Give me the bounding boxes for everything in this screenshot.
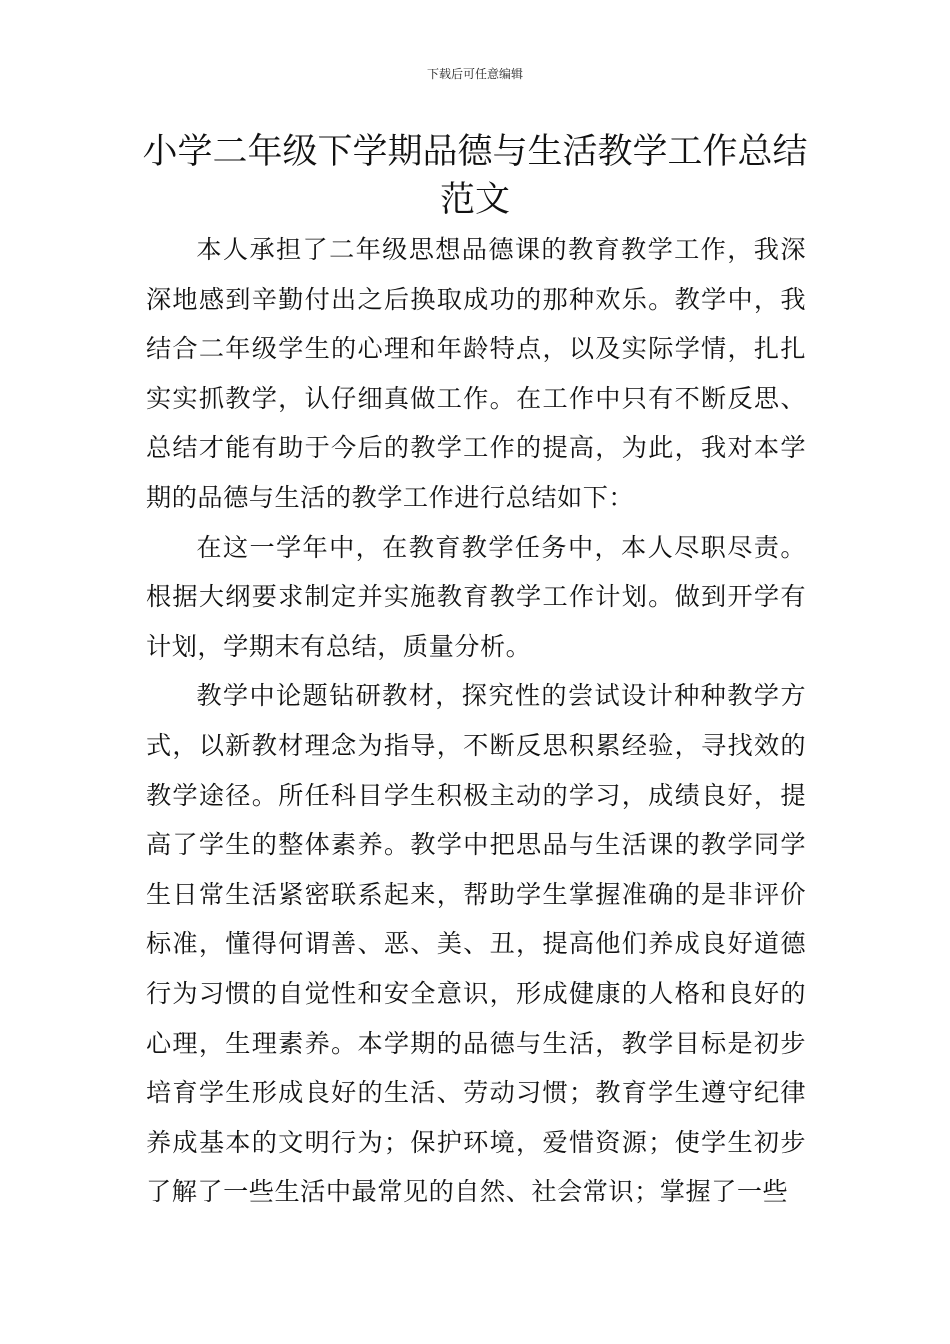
paragraph-2: 在这一学年中，在教育教学任务中，本人尽职尽责。根据大纲要求制定并实施教育教学工作计划。做到开学有计划，学期末有总结，质量分析。: [146, 532, 806, 661]
document-body: [146, 225, 806, 1217]
document-title: 小学二年级下学期品德与生活教学工作总结范文: [142, 132, 808, 220]
paragraph-3: 教学中论题钻研教材，探究性的尝试设计种种教学方式，以新教材理念为指导，不断反思积累经验，寻找效的教学途径。所任科目学生积极主动的学习，成绩良好，提高了学生的整体素养。教学中把思品与生活课的教学同学生日常生活紧密联系起来，帮助学生掌握准确的是非评价标准，懂得何谓善、恶、美、丑，提高他们养成良好道德行为习惯的自觉性和安全意识，形成健康的人格和良好的心理，生理素养。本学期的品德与生活，教学目标是初步培育学生形成良好的生活、劳动习惯；教育学生遵守纪律养成基本的文明行为；保护环境，爱惜资源；使学生初步了解了一些生活中最常见的自然、社会常识；掌握了一些: [146, 681, 806, 1207]
paragraph-1: 本人承担了二年级思想品德课的教育教学工作，我深深地感到辛勤付出之后换取成功的那种欢乐。教学中，我结合二年级学生的心理和年龄特点，以及实际学情，扎扎实实抓教学，认仔细真做工作。在工作中只有不断反思、总结才能有助于今后的教学工作的提高，为此，我对本学期的品德与生活的教学工作进行总结如下：: [146, 235, 806, 512]
header-note: 下载后可任意编辑: [426, 67, 523, 81]
